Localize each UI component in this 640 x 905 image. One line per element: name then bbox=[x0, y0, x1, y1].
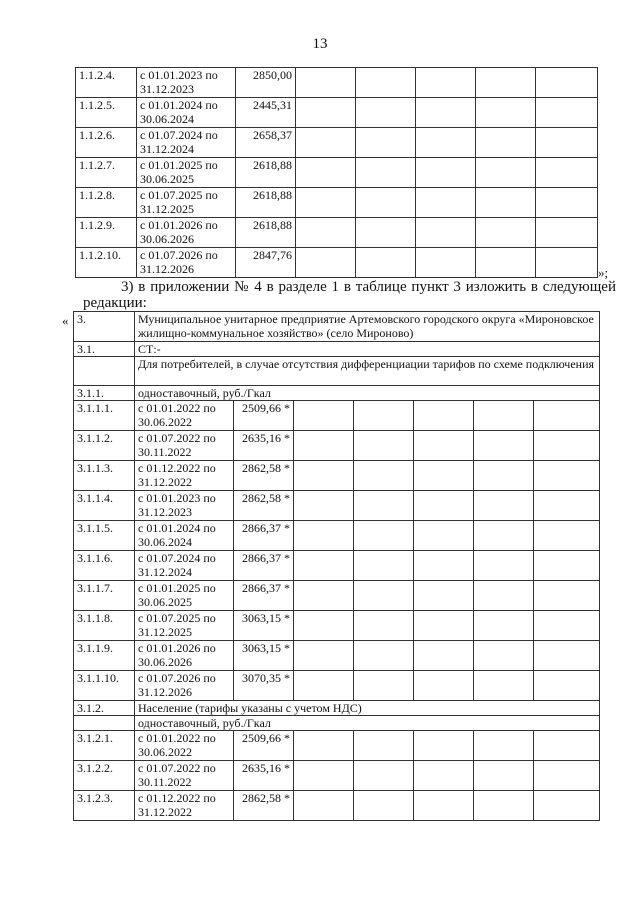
empty-cell bbox=[416, 248, 476, 278]
empty-cell bbox=[356, 98, 416, 128]
row-period: с 01.01.2022 по 30.06.2022 bbox=[135, 731, 234, 761]
row-period: с 01.12.2022 по 31.12.2022 bbox=[135, 461, 234, 491]
row-code: 3.1.1.8. bbox=[74, 611, 135, 641]
row-code: 3.1.1.3. bbox=[74, 461, 135, 491]
row-value: 2618,88 bbox=[236, 188, 296, 218]
empty-cell bbox=[416, 128, 476, 158]
empty-cell bbox=[414, 671, 474, 701]
row-period: с 01.01.2026 по 30.06.2026 bbox=[135, 641, 234, 671]
row-value: 2862,58 * bbox=[234, 491, 294, 521]
empty-cell bbox=[294, 521, 354, 551]
empty-cell bbox=[474, 731, 534, 761]
empty-cell bbox=[474, 461, 534, 491]
empty-cell bbox=[296, 158, 356, 188]
empty-cell bbox=[474, 491, 534, 521]
empty-cell bbox=[536, 128, 598, 158]
empty-cell bbox=[476, 68, 536, 98]
row-value: 2862,58 * bbox=[234, 791, 294, 821]
empty-cell bbox=[534, 671, 600, 701]
row-code: 3.1.2.1. bbox=[74, 731, 135, 761]
row-period: с 01.01.2024 по 30.06.2024 bbox=[137, 98, 236, 128]
tariff-table-top bbox=[75, 67, 598, 278]
row-period: с 01.07.2024 по 31.12.2024 bbox=[135, 551, 234, 581]
empty-cell bbox=[296, 98, 356, 128]
row-period: с 01.07.2024 по 31.12.2024 bbox=[137, 128, 236, 158]
empty-cell bbox=[294, 491, 354, 521]
row-code: 1.1.2.6. bbox=[76, 128, 137, 158]
empty-cell bbox=[294, 671, 354, 701]
row-code: 1.1.2.10. bbox=[76, 248, 137, 278]
empty-cell bbox=[474, 551, 534, 581]
empty-cell bbox=[414, 761, 474, 791]
empty-cell bbox=[414, 611, 474, 641]
opening-quote: « bbox=[62, 313, 69, 328]
one-part-code: 3.1.1. bbox=[74, 386, 135, 401]
empty-cell bbox=[534, 521, 600, 551]
consumers-row bbox=[74, 357, 600, 386]
row-value: 2509,66 * bbox=[234, 401, 294, 431]
empty-cell bbox=[534, 641, 600, 671]
row-code: 3.1.1.2. bbox=[74, 431, 135, 461]
section-code: 3.1. bbox=[74, 342, 135, 357]
empty-cell bbox=[294, 761, 354, 791]
empty-cell bbox=[476, 188, 536, 218]
table-row bbox=[76, 158, 598, 188]
empty-cell bbox=[354, 401, 414, 431]
row-code: 1.1.2.4. bbox=[76, 68, 137, 98]
empty-cell bbox=[416, 158, 476, 188]
row-code: 3.1.2.3. bbox=[74, 791, 135, 821]
empty-cell bbox=[354, 731, 414, 761]
empty-cell bbox=[296, 248, 356, 278]
row-code: 1.1.2.5. bbox=[76, 98, 137, 128]
empty-cell bbox=[294, 731, 354, 761]
page-number: 13 bbox=[312, 36, 328, 52]
empty-cell bbox=[354, 521, 414, 551]
empty-cell bbox=[414, 791, 474, 821]
row-value: 2866,37 * bbox=[234, 581, 294, 611]
row-period: с 01.07.2025 по 31.12.2025 bbox=[135, 611, 234, 641]
empty-cell bbox=[536, 68, 598, 98]
empty-cell bbox=[474, 761, 534, 791]
amendment-paragraph: 3) в приложении № 4 в разделе 1 в таблице пункт 3 изложить в следующей редакции: bbox=[83, 279, 616, 311]
table-row bbox=[74, 641, 600, 671]
empty-cell bbox=[356, 248, 416, 278]
empty-cell bbox=[354, 551, 414, 581]
table-row bbox=[74, 431, 600, 461]
empty-cell bbox=[536, 218, 598, 248]
empty-cell bbox=[414, 521, 474, 551]
org-header-row bbox=[74, 312, 600, 342]
empty-cell bbox=[474, 671, 534, 701]
row-period: с 01.01.2025 по 30.06.2025 bbox=[135, 581, 234, 611]
row-period: с 01.07.2022 по 30.11.2022 bbox=[135, 761, 234, 791]
empty-cell bbox=[476, 218, 536, 248]
table-row bbox=[76, 248, 598, 278]
empty-cell bbox=[534, 791, 600, 821]
empty-cell bbox=[296, 218, 356, 248]
table-row bbox=[76, 128, 598, 158]
row-code: 3.1.1.5. bbox=[74, 521, 135, 551]
row-code: 3.1.1.6. bbox=[74, 551, 135, 581]
empty-cell bbox=[354, 431, 414, 461]
empty-cell bbox=[416, 98, 476, 128]
empty-cell bbox=[474, 431, 534, 461]
empty-cell bbox=[474, 641, 534, 671]
empty-cell bbox=[534, 611, 600, 641]
empty-cell bbox=[534, 461, 600, 491]
row-value: 2850,00 bbox=[236, 68, 296, 98]
empty-cell bbox=[354, 761, 414, 791]
empty-cell bbox=[536, 248, 598, 278]
row-period: с 01.07.2026 по 31.12.2026 bbox=[137, 248, 236, 278]
empty-cell bbox=[534, 761, 600, 791]
table-row bbox=[76, 218, 598, 248]
empty-cell bbox=[476, 158, 536, 188]
empty-cell bbox=[474, 521, 534, 551]
row-value: 2445,31 bbox=[236, 98, 296, 128]
row-period: с 01.01.2024 по 30.06.2024 bbox=[135, 521, 234, 551]
row-code: 3.1.1.9. bbox=[74, 641, 135, 671]
row-value: 2866,37 * bbox=[234, 521, 294, 551]
empty-cell bbox=[536, 188, 598, 218]
row-period: с 01.07.2026 по 31.12.2026 bbox=[135, 671, 234, 701]
empty-cell bbox=[354, 581, 414, 611]
table-row bbox=[74, 671, 600, 701]
table-row bbox=[74, 491, 600, 521]
empty-cell bbox=[356, 128, 416, 158]
table-row bbox=[76, 68, 598, 98]
row-value: 2862,58 * bbox=[234, 461, 294, 491]
table-row bbox=[74, 611, 600, 641]
one-part-row bbox=[74, 386, 600, 401]
table-row bbox=[74, 461, 600, 491]
empty-cell bbox=[296, 68, 356, 98]
empty-cell bbox=[294, 581, 354, 611]
row-value: 2635,16 * bbox=[234, 761, 294, 791]
row-value: 2847,76 bbox=[236, 248, 296, 278]
consumers-text: Для потребителей, в случае отсутствия дифференциации тарифов по схеме подключения bbox=[135, 357, 600, 386]
row-value: 3063,15 * bbox=[234, 611, 294, 641]
org-code: 3. bbox=[74, 312, 135, 342]
empty-cell bbox=[476, 98, 536, 128]
row-value: 2618,88 bbox=[236, 218, 296, 248]
empty-cell bbox=[294, 551, 354, 581]
empty-cell bbox=[534, 731, 600, 761]
empty-cell bbox=[414, 551, 474, 581]
empty-cell bbox=[534, 491, 600, 521]
empty-cell bbox=[534, 581, 600, 611]
empty-cell bbox=[476, 128, 536, 158]
empty-cell bbox=[354, 641, 414, 671]
row-period: с 01.12.2022 по 31.12.2022 bbox=[135, 791, 234, 821]
empty-cell bbox=[536, 98, 598, 128]
empty-cell bbox=[294, 431, 354, 461]
empty-cell bbox=[294, 401, 354, 431]
empty-cell bbox=[534, 431, 600, 461]
row-period: с 01.07.2022 по 30.11.2022 bbox=[135, 431, 234, 461]
empty-cell bbox=[474, 401, 534, 431]
empty-cell bbox=[534, 401, 600, 431]
row-code: 3.1.1.7. bbox=[74, 581, 135, 611]
empty-cell bbox=[414, 431, 474, 461]
empty-cell bbox=[536, 158, 598, 188]
empty-cell bbox=[476, 248, 536, 278]
row-value: 2509,66 * bbox=[234, 731, 294, 761]
population-text: Население (тарифы указаны с учетом НДС) bbox=[135, 701, 600, 716]
row-period: с 01.01.2026 по 30.06.2026 bbox=[137, 218, 236, 248]
empty-cell bbox=[356, 218, 416, 248]
row-period: с 01.01.2022 по 30.06.2022 bbox=[135, 401, 234, 431]
table-row bbox=[74, 521, 600, 551]
empty-cell bbox=[414, 581, 474, 611]
row-value: 3070,35 * bbox=[234, 671, 294, 701]
empty-cell bbox=[414, 461, 474, 491]
empty-cell bbox=[474, 581, 534, 611]
table-row bbox=[74, 731, 600, 761]
row-period: с 01.01.2025 по 30.06.2025 bbox=[137, 158, 236, 188]
empty-cell bbox=[414, 401, 474, 431]
empty-cell bbox=[356, 68, 416, 98]
table-row bbox=[76, 188, 598, 218]
empty-cell bbox=[354, 461, 414, 491]
population-code: 3.1.2. bbox=[74, 701, 135, 716]
empty-cell bbox=[414, 731, 474, 761]
row-period: с 01.01.2023 по 31.12.2023 bbox=[135, 491, 234, 521]
row-value: 3063,15 * bbox=[234, 641, 294, 671]
empty-cell bbox=[294, 791, 354, 821]
empty-cell bbox=[474, 611, 534, 641]
empty-cell bbox=[354, 611, 414, 641]
row-code: 3.1.1.1. bbox=[74, 401, 135, 431]
table-row bbox=[74, 791, 600, 821]
org-name: Муниципальное унитарное предприятие Артемовского городского округа «Мироновское жилищно-коммунальное хозяйство» (село Мироново) bbox=[135, 312, 600, 342]
row-value: 2866,37 * bbox=[234, 551, 294, 581]
one-part-text-2: одноставочный, руб./Гкал bbox=[135, 716, 600, 731]
empty-cell bbox=[294, 611, 354, 641]
population-row bbox=[74, 701, 600, 716]
table-row bbox=[74, 761, 600, 791]
empty-cell bbox=[354, 791, 414, 821]
table-row bbox=[74, 581, 600, 611]
row-period: с 01.01.2023 по 31.12.2023 bbox=[137, 68, 236, 98]
empty-cell bbox=[354, 671, 414, 701]
section-row bbox=[74, 342, 600, 357]
empty-cell bbox=[356, 158, 416, 188]
row-code: 1.1.2.8. bbox=[76, 188, 137, 218]
row-period: с 01.07.2025 по 31.12.2025 bbox=[137, 188, 236, 218]
empty-cell bbox=[416, 218, 476, 248]
empty-cell bbox=[296, 188, 356, 218]
one-part-row-2 bbox=[74, 716, 600, 731]
empty-cell bbox=[296, 128, 356, 158]
empty-cell bbox=[416, 188, 476, 218]
empty-cell bbox=[534, 551, 600, 581]
empty-cell bbox=[294, 461, 354, 491]
empty-cell bbox=[356, 188, 416, 218]
row-code: 1.1.2.9. bbox=[76, 218, 137, 248]
row-code: 3.1.1.4. bbox=[74, 491, 135, 521]
one-part-text: одноставочный, руб./Гкал bbox=[135, 386, 600, 401]
empty-cell bbox=[474, 791, 534, 821]
table-row bbox=[74, 551, 600, 581]
empty-cell bbox=[294, 641, 354, 671]
empty-cell bbox=[416, 68, 476, 98]
table-row bbox=[74, 401, 600, 431]
closing-quote: »; bbox=[598, 265, 609, 280]
tariff-table-main bbox=[73, 311, 600, 821]
empty-cell bbox=[354, 491, 414, 521]
empty-cell bbox=[414, 641, 474, 671]
table-row bbox=[76, 98, 598, 128]
section-text: СТ:- bbox=[135, 342, 600, 357]
row-value: 2635,16 * bbox=[234, 431, 294, 461]
row-code: 1.1.2.7. bbox=[76, 158, 137, 188]
row-code: 3.1.2.2. bbox=[74, 761, 135, 791]
row-code: 3.1.1.10. bbox=[74, 671, 135, 701]
row-value: 2618,88 bbox=[236, 158, 296, 188]
row-value: 2658,37 bbox=[236, 128, 296, 158]
empty-cell bbox=[414, 491, 474, 521]
